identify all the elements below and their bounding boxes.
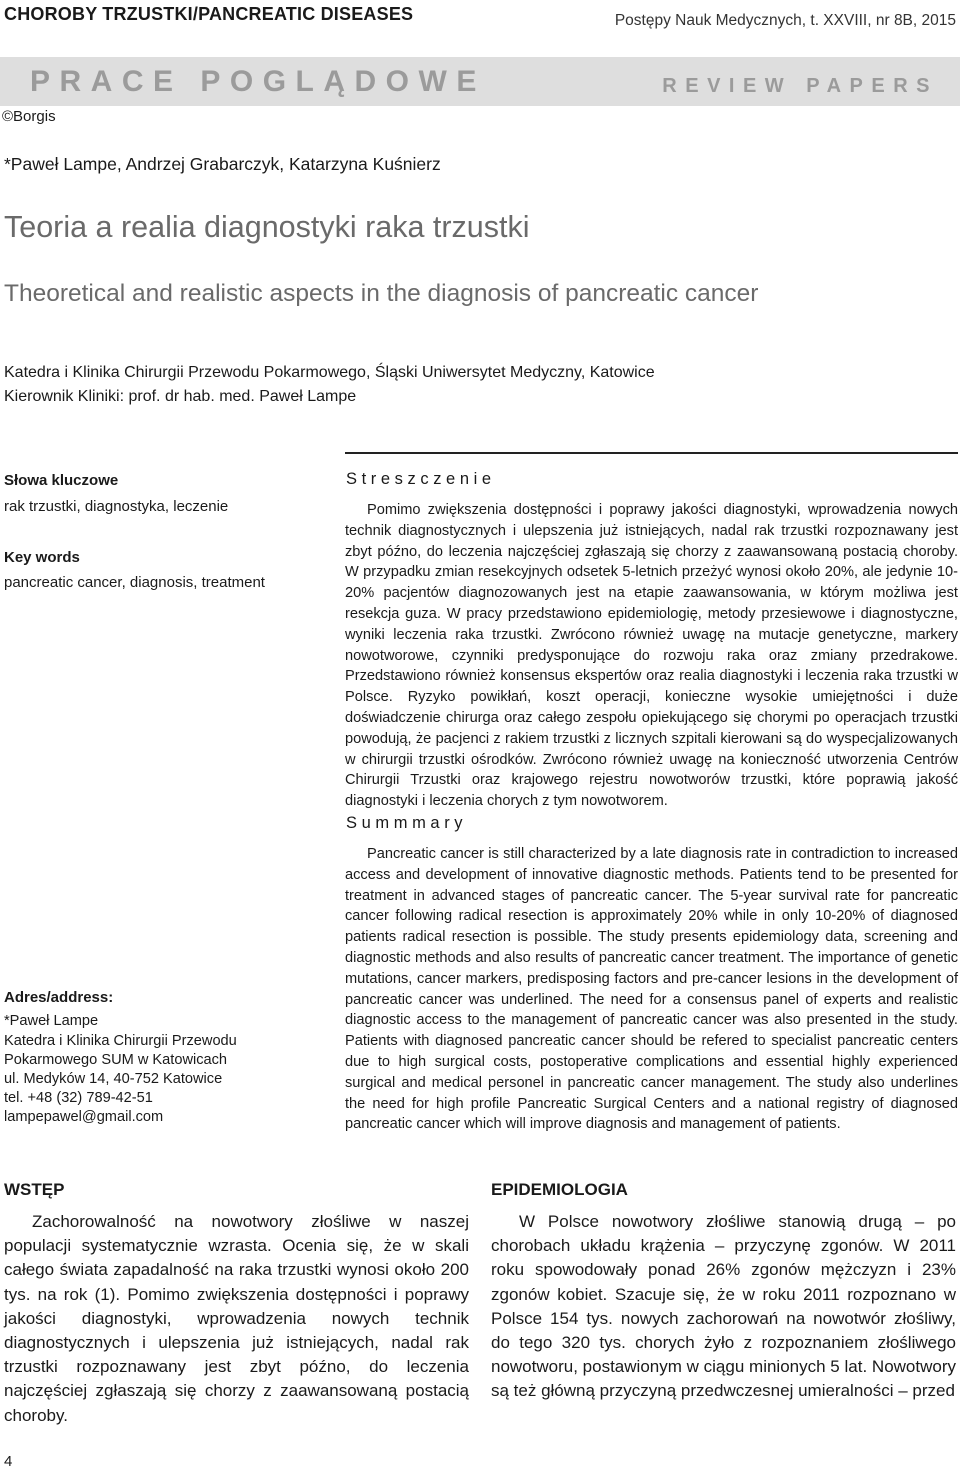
wstep-text: Zachorowalność na nowotwory złośliwe w naszej populacji systematycznie wzrasta. Ocenia się, że w skali całego świata zapadalność na raka trzustki wynosi około 200 tys. na rok (1). Pomimo zwiększenia dostępności i poprawy jakości diagnostyki, wprowadzenia nowych technik diagnostycznych i ulepszenia już istniejących, nadal rak trzustki rozpoznawany jest zbyt późno, do leczenia najczęściej zgłaszają się chorzy z zaawansowaną postacią choroby. bbox=[4, 1212, 469, 1425]
abstract-divider bbox=[345, 452, 958, 454]
keywords-pl-title: Słowa kluczowe bbox=[4, 472, 119, 489]
wstep-heading: WSTĘP bbox=[4, 1180, 65, 1199]
address-line: *Paweł Lampe bbox=[4, 1013, 99, 1029]
banner-label-pl: PRACE POGLĄDOWE bbox=[30, 65, 486, 98]
address-line: Katedra i Klinika Chirurgii Przewodu bbox=[4, 1033, 237, 1049]
article-type-banner bbox=[0, 57, 960, 106]
article-title-en: Theoretical and realistic aspects in the diagnosis of pancreatic cancer bbox=[4, 280, 759, 307]
article-title-pl: Teoria a realia diagnostyki raka trzustki bbox=[4, 210, 530, 244]
section-header: CHOROBY TRZUSTKI/PANCREATIC DISEASES bbox=[4, 4, 414, 24]
summary-heading: Summmary bbox=[346, 814, 468, 832]
address-line: Pokarmowego SUM w Katowicach bbox=[4, 1052, 228, 1068]
address-line: ul. Medyków 14, 40-752 Katowice bbox=[4, 1071, 223, 1087]
streszczenie-heading: Streszczenie bbox=[346, 470, 496, 488]
epidemiologia-heading: EPIDEMIOLOGIA bbox=[491, 1180, 628, 1199]
keywords-en-text: pancreatic cancer, diagnosis, treatment bbox=[4, 574, 265, 591]
summary-text: Pancreatic cancer is still characterized by a late diagnosis rate in contradiction to increased access and development of innovative diagnostic methods. Patients tend to be presented for treatment in advanced stages of pancreatic cancer. The 5-year survival rate for pancreatic cancer following radical resection is approximately 20% while in only 10-20% of diagnosed patients radical resection is possible. The study presents epidemiology data, screening and diagnostic methods and also results of pancreatic cancer treatment. The importance of genetic mutations, cancer markers, predisposing factors and pre-cancer lesions in the development of pancreatic cancer was underlined. The need for a consensus panel of experts and realistic diagnostic access to the management of pancreatic cancer was also presented in the study. Patients with diagnosed pancreatic cancer should be refered to specialist pancreatic centers due to high surgical costs, postoperative complications and essential highly experienced surgical and medical personel in pancreatic cancer management. The study also underlines the need for high profile Pancreatic Surgical Centers and a national registry of diagnosed pancreatic cancer which will improve diagnosis and management of patients. bbox=[345, 846, 958, 1133]
epidemiologia-text: W Polsce nowotwory złośliwe stanowią drugą – po chorobach układu krążenia – przyczynę zgonów. W 2011 roku spowodowały ponad 26% zgonów mężczyzn i 23% zgonów kobiet. Szacuje się, że w roku 2011 rozpoznano w Polsce 154 tys. nowych zachorowań na nowotwór złośliwy, do tego 320 tys. chorych żyło z rozpoznaniem złośliwego nowotworu, postawionym w ciągu minionych 5 lat. Nowotwory są też główną przyczyną przedwczesnej umieralności – przed bbox=[491, 1212, 956, 1401]
address-phone: tel. +48 (32) 789-42-51 bbox=[4, 1090, 153, 1106]
affiliation-head: Kierownik Kliniki: prof. dr hab. med. Paweł Lampe bbox=[4, 388, 357, 405]
copyright-notice: ©Borgis bbox=[2, 108, 56, 125]
page-number: 4 bbox=[4, 1453, 13, 1470]
banner-label-en: REVIEW PAPERS bbox=[662, 75, 938, 97]
author-list: *Paweł Lampe, Andrzej Grabarczyk, Katarzyna Kuśnierz bbox=[4, 154, 441, 174]
address-email: lampepawel@gmail.com bbox=[4, 1109, 164, 1125]
streszczenie-text: Pomimo zwiększenia dostępności i poprawy jakości diagnostyki, wprowadzenia nowych technik diagnostycznych i ulepszenia już istniejących, nadal rak trzustki rozpoznawany jest zbyt późno, do leczenia najczęściej zgłaszają się chorzy z zaawansowaną postacią choroby. W przypadku zmian resekcyjnych odsetek 5-letnich przeżyć wynosi około 20%, ale jedynie 10-20% pacjentów diagnozowanych jest na etapie zaawansowania, w którym możliwa jest resekcja guza. W pracy przedstawiono epidemiologię, metody przesiewowe i diagnostyczne, wyniki leczenia raka trzustki. Zwrócono również uwagę na mutacje genetyczne, markery nowotworowe, czynniki predysponujące do rozwoju raka oraz zmiany przedrakowe. Przedstawiono również konsensus ekspertów oraz realia diagnostyki i leczenia raka trzustki w Polsce. Ryzyko powikłań, koszt operacji, konieczne wysokie umiejętności i duże doświadczenie chirurga oraz całego zespołu opiekującego się chorymi po operacjach trzustki powodują, że pacjenci z rakiem trzustki z licznych szpitali kierowani są do wyspecjalizowanych w chirurgii trzustki ośrodków. Zwrócono również uwagę na konieczność utworzenia Centrów Chirurgii Trzustki oraz krajowego rejestru nowotworów trzustki, które poprawią jakość diagnostyki i leczenia chorych z tym nowotworem. bbox=[345, 502, 958, 810]
keywords-pl-text: rak trzustki, diagnostyka, leczenie bbox=[4, 498, 229, 515]
keywords-en-title: Key words bbox=[4, 549, 80, 566]
affiliation-line: Katedra i Klinika Chirurgii Przewodu Pokarmowego, Śląski Uniwersytet Medyczny, Katowice bbox=[4, 364, 655, 381]
address-title: Adres/address: bbox=[4, 989, 114, 1006]
journal-citation: Postępy Nauk Medycznych, t. XXVIII, nr 8B, 2015 bbox=[614, 12, 956, 29]
